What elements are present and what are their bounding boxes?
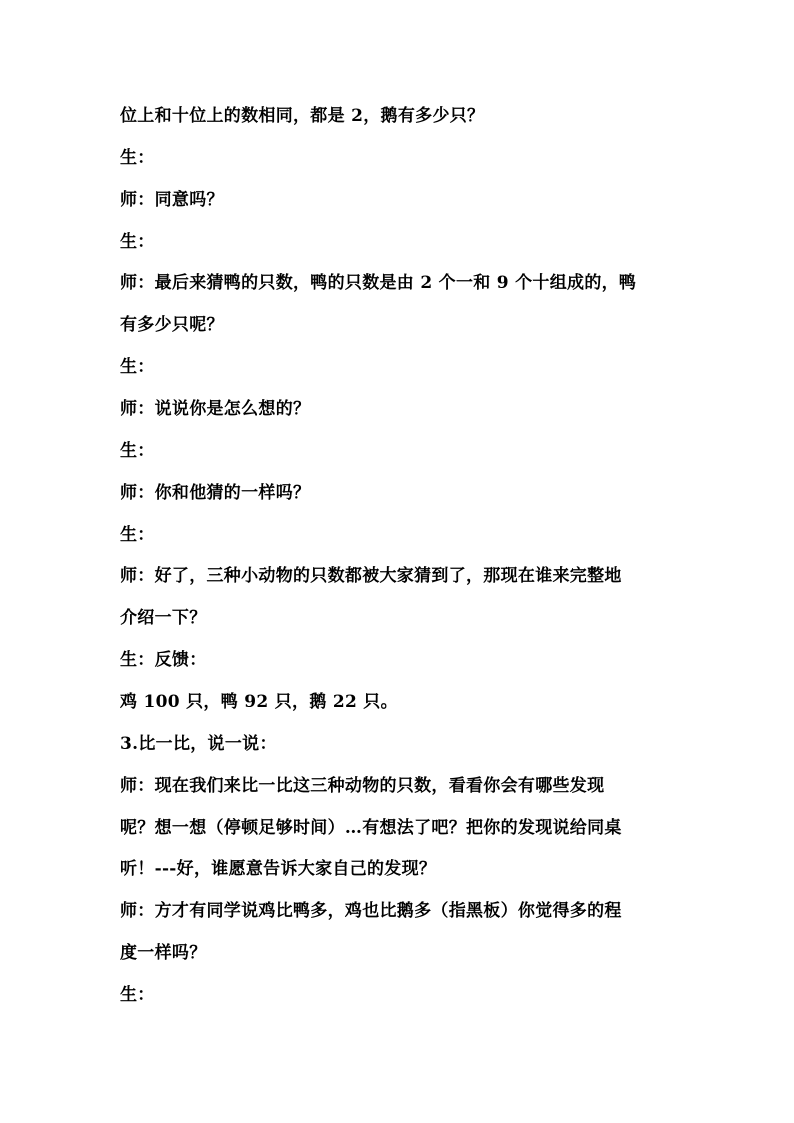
text-line: 生：	[120, 525, 155, 545]
text-line: 鸡 100 只，鸭 92 只，鹅 22 只。	[120, 692, 398, 712]
text-line: 生：反馈：	[120, 650, 207, 670]
text-line: 介绍一下？	[120, 608, 207, 628]
text-line: 师：好了，三种小动物的只数都被大家猜到了，那现在谁来完整地	[120, 566, 622, 586]
text-line: 师：最后来猜鸭的只数，鸭的只数是由 2 个一和 9 个十组成的，鸭	[120, 273, 637, 293]
text-line: 生：	[120, 441, 155, 461]
text-line: 生：	[120, 232, 155, 252]
text-line: 度一样吗？	[120, 943, 207, 963]
text-line: 呢？想一想（停顿足够时间）…有想法了吧？把你的发现说给同桌	[120, 818, 622, 838]
text-line: 师：说说你是怎么想的？	[120, 399, 311, 419]
text-line: 位上和十位上的数相同，都是 2，鹅有多少只？	[120, 106, 485, 126]
text-line: 师：同意吗？	[120, 190, 224, 210]
text-line: 师：你和他猜的一样吗？	[120, 483, 311, 503]
text-line: 生：	[120, 357, 155, 377]
text-line: 师：方才有同学说鸡比鸭多，鸡也比鹅多（指黑板）你觉得多的程	[120, 901, 622, 921]
text-line: 师：现在我们来比一比这三种动物的只数，看看你会有哪些发现	[120, 776, 605, 796]
text-line: 听！---好，谁愿意告诉大家自己的发现？	[120, 859, 437, 879]
section-heading: 3.比一比，说一说：	[120, 734, 277, 754]
text-line: 有多少只呢？	[120, 315, 224, 335]
text-line: 生：	[120, 985, 155, 1005]
text-line: 生：	[120, 148, 155, 168]
